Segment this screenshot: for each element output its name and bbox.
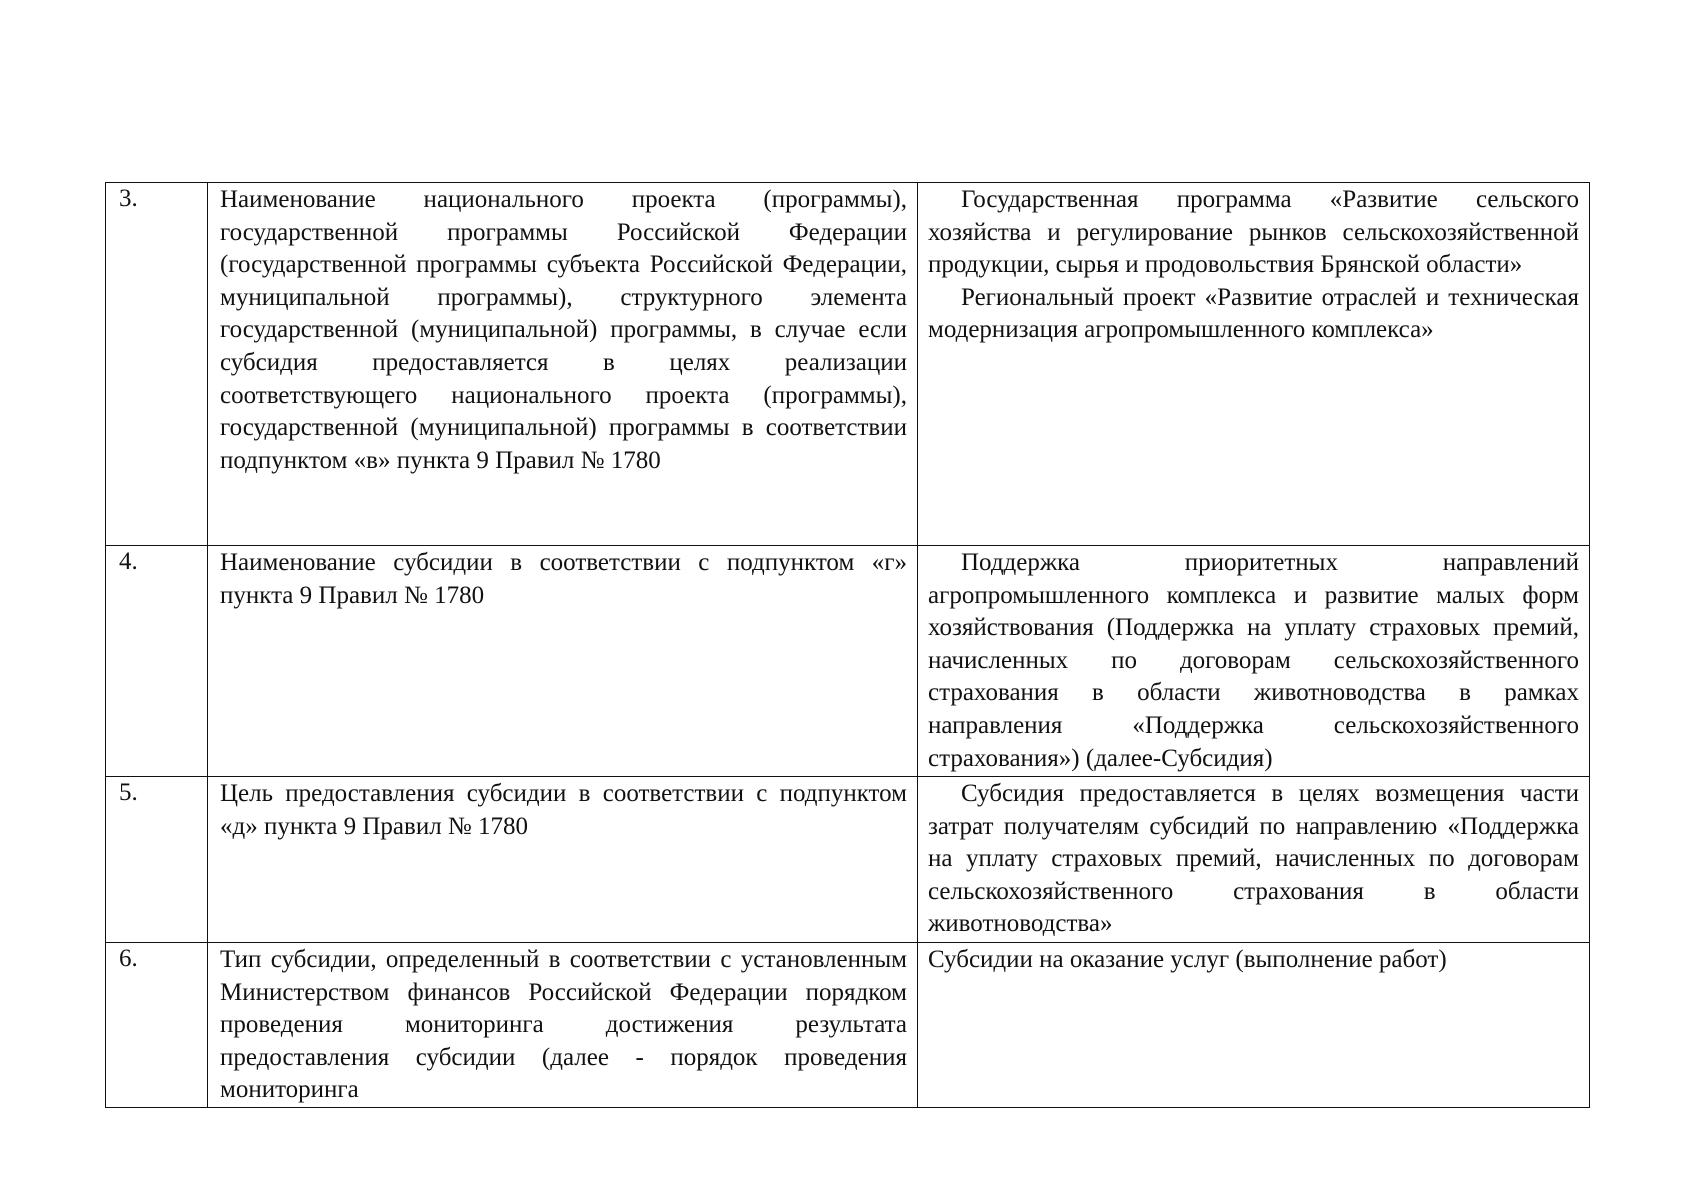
table-row bbox=[106, 546, 1590, 777]
row-label: Цель предоставления субсидии в соответствии с подпунктом «д» пункта 9 Правил № 1780 bbox=[208, 777, 918, 943]
row-number: 3. bbox=[106, 183, 208, 546]
row-label: Наименование субсидии в соответствии с подпунктом «г» пункта 9 Правил № 1780 bbox=[208, 546, 918, 777]
table-row bbox=[106, 943, 1590, 1108]
document-table bbox=[105, 182, 1590, 1108]
value-paragraph: Поддержка приоритетных направлений агропромышленного комплекса и развитие малых форм хозяйствования (Поддержка на уплату страховых премий, начисленных по договорам сельскохозяйственного страхования в области животноводства в рамках направления «Поддержка сельскохозяйственного страхования») (далее-Субсидия) bbox=[928, 549, 1579, 772]
value-paragraph: Государственная программа «Развитие сельского хозяйства и регулирование рынков сельскохозяйственной продукции, сырья и продовольствия Брянской области» bbox=[928, 186, 1579, 279]
row-label: Тип субсидии, определенный в соответствии с установленным Министерством финансов Российской Федерации порядком проведения мониторинга достижения результата предоставления субсидии (далее - порядок проведения мониторинга bbox=[208, 943, 918, 1108]
row-number: 6. bbox=[106, 943, 208, 1108]
row-value bbox=[918, 943, 1590, 1108]
table-row bbox=[106, 183, 1590, 546]
row-value bbox=[918, 183, 1590, 546]
row-label: Наименование национального проекта (программы), государственной программы Российской Федерации (государственной программы субъекта Российской Федерации, муниципальной программы), структурного элемента государственной (муниципальной) программы, в случае если субсидия предоставляется в целях реализации соответствующего национального проекта (программы), государственной (муниципальной) программы в соответствии подпунктом «в» пункта 9 Правил № 1780 bbox=[208, 183, 918, 546]
row-value bbox=[918, 777, 1590, 943]
row-number: 4. bbox=[106, 546, 208, 777]
value-paragraph: Региональный проект «Развитие отраслей и техническая модернизация агропромышленного комплекса» bbox=[928, 283, 1579, 344]
row-number: 5. bbox=[106, 777, 208, 943]
table-row bbox=[106, 777, 1590, 943]
value-paragraph: Субсидия предоставляется в целях возмещения части затрат получателям субсидий по направлению «Поддержка на уплату страховых премий, начисленных по договорам сельскохозяйственного страхования в области животноводства» bbox=[928, 780, 1579, 938]
value-paragraph: Субсидии на оказание услуг (выполнение работ) bbox=[928, 946, 1447, 973]
row-value bbox=[918, 546, 1590, 777]
